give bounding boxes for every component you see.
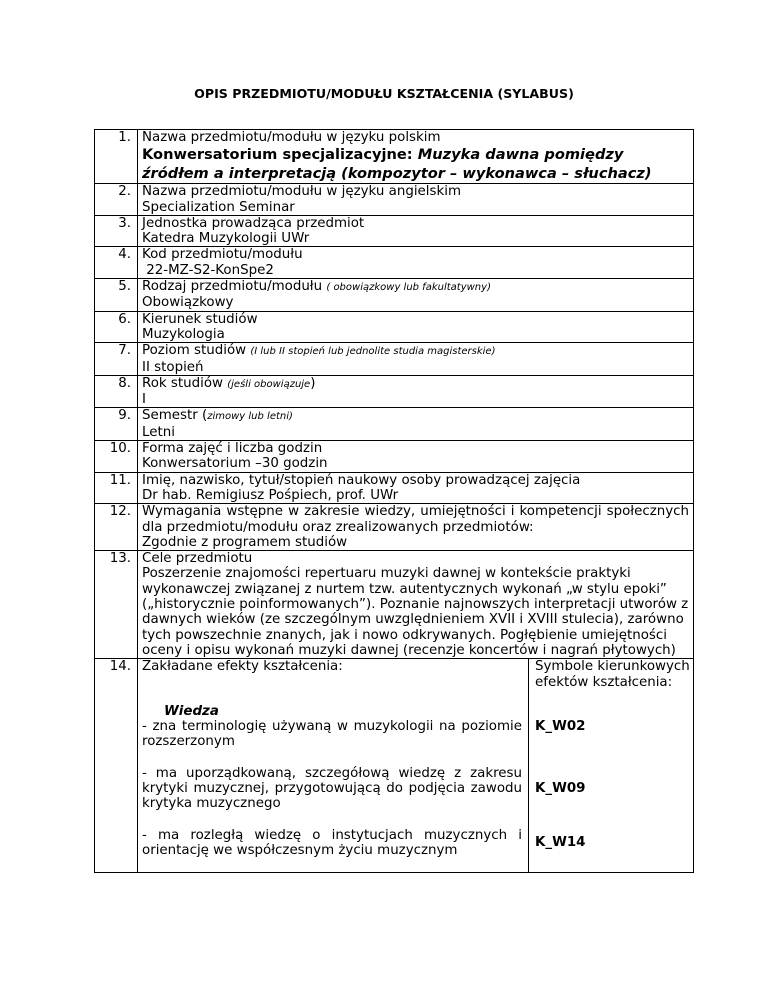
section-row — [138, 704, 693, 719]
row-label-line — [142, 343, 689, 359]
effect-code: K_W14 — [528, 828, 693, 873]
row-content — [138, 504, 694, 551]
section-spacer — [528, 704, 693, 719]
table-row — [95, 343, 694, 376]
row-label: Imię, nazwisko, tytuł/stopień naukowy osoby prowadzącej zajęcia — [142, 472, 581, 488]
row-label: Poziom studiów — [142, 343, 251, 359]
row-label: Cele przedmiotu — [142, 551, 253, 567]
row-value: Muzykologia — [142, 326, 225, 342]
row-label: Wymagania wstępne w zakresie wiedzy, umiejętności i kompetencji społecznych dla przedmiotu/modułu oraz zrealizowanych przedmiotów: — [142, 504, 689, 535]
row-note: zimowy lub letni) — [207, 411, 293, 423]
table-row — [95, 375, 694, 408]
row-number: 8. — [95, 375, 138, 408]
row-note: ( obowiązkowy lub fakultatywny) — [326, 282, 491, 294]
effect-code: K_W09 — [528, 766, 693, 828]
course-name-italic: Muzyka dawna pomiędzy źródłem a interpretacją (kompozytor – wykonawca – słuchacz) — [142, 146, 652, 183]
row-value: Obowiązkowy — [142, 295, 234, 311]
table-row — [95, 551, 694, 659]
row-number: 9. — [95, 408, 138, 441]
row-number: 1. — [95, 130, 138, 184]
table-row — [95, 504, 694, 551]
row-note: (I lub II stopień lub jednolite studia magisterskie) — [250, 346, 496, 358]
effect-code: K_W02 — [528, 719, 693, 766]
course-name-pl — [142, 145, 689, 183]
effects-cell — [138, 659, 694, 873]
row-value: Specialization Seminar — [142, 199, 295, 215]
row-note: (jeśli obowiązuje — [227, 378, 311, 390]
row-label-line — [142, 376, 689, 392]
row-value: II stopień — [142, 359, 204, 375]
row-value: Konwersatorium –30 godzin — [142, 456, 328, 472]
row-label: Forma zajęć i liczba godzin — [142, 441, 323, 457]
row-number: 14. — [95, 659, 138, 873]
row-number: 7. — [95, 343, 138, 376]
course-name-plain: Konwersatorium specjalizacyjne: — [142, 146, 418, 164]
effect-row — [138, 719, 693, 766]
effect-text: - ma rozległą wiedzę o instytucjach muzycznych i orientację we współczesnym życiu muzycznym — [142, 827, 522, 858]
row-content — [138, 215, 694, 247]
row-label: Semestr ( — [142, 408, 208, 424]
row-number: 4. — [95, 247, 138, 279]
row-content — [138, 441, 694, 473]
row-label: Nazwa przedmiotu/modułu w języku polskim — [142, 130, 441, 145]
table-row — [95, 247, 694, 279]
row-content — [138, 375, 694, 408]
row-label: Nazwa przedmiotu/modułu w języku angielskim — [142, 184, 461, 200]
row-content — [138, 408, 694, 441]
row-value: Letni — [142, 424, 175, 440]
row-label: Kierunek studiów — [142, 311, 258, 327]
row-number: 12. — [95, 504, 138, 551]
row-number: 13. — [95, 551, 138, 659]
effect-row — [138, 828, 693, 873]
row-content — [138, 551, 694, 659]
row-label: Rok studiów — [142, 375, 228, 391]
row-value: Dr hab. Remigiusz Pośpiech, prof. UWr — [142, 487, 399, 503]
section-heading: Wiedza — [164, 703, 219, 719]
row-content — [138, 472, 694, 504]
symbols-header: Symbole kierunkowych efektów kształcenia: — [528, 659, 693, 704]
table-row — [95, 215, 694, 247]
row-content — [138, 247, 694, 279]
row-label: Kod przedmiotu/modułu — [142, 247, 303, 263]
row-content — [138, 311, 694, 343]
syllabus-table — [94, 129, 694, 873]
table-row — [95, 441, 694, 473]
row-label: Rodzaj przedmiotu/modułu — [142, 279, 327, 295]
row-number: 2. — [95, 184, 138, 216]
page-title: OPIS PRZEDMIOTU/MODUŁU KSZTAŁCENIA (SYLABUS) — [194, 86, 574, 101]
row-number: 11. — [95, 472, 138, 504]
table-row — [95, 130, 694, 184]
row-content — [138, 130, 694, 184]
row-value: Poszerzenie znajomości repertuaru muzyki dawnej w kontekście praktyki wykonawczej związanej z nurtem tzw. autentycznych wykonań „w stylu epoki” („historycznie poinformowanych”). Poznanie najnowszych interpretacji utworów z dawnych wieków (ze szczególnym uwzględnieniem XVII i XVIII stulecia), zarówno tych powszechnie znanych, jak i nowo odkrywanych. Pogłębienie umiejętności oceny i opisu wykonań muzyki dawnej (recenzje koncertów i nagrań płytowych) — [142, 566, 689, 658]
row-number: 5. — [95, 279, 138, 312]
row-number: 6. — [95, 311, 138, 343]
effect-text: - zna terminologię używaną w muzykologii na poziomie rozszerzonym — [142, 719, 522, 750]
row-content — [138, 184, 694, 216]
table-row — [95, 472, 694, 504]
row-label-line — [142, 408, 689, 424]
effects-label: Zakładane efekty kształcenia: — [142, 659, 343, 675]
row-value: 22-MZ-S2-KonSpe2 — [142, 262, 274, 278]
row-number: 3. — [95, 215, 138, 247]
effect-row — [138, 766, 693, 828]
row-value: Katedra Muzykologii UWr — [142, 231, 310, 247]
row-content — [138, 343, 694, 376]
row-label: Jednostka prowadząca przedmiot — [142, 215, 365, 231]
effect-text: - ma uporządkowaną, szczegółową wiedzę z zakresu krytyki muzycznej, przygotowującą do podjęcia zawodu krytyka muzycznego — [142, 765, 522, 812]
effects-header — [138, 659, 693, 704]
row-value: I — [142, 392, 146, 408]
table-row — [95, 184, 694, 216]
table-row — [95, 408, 694, 441]
row-content — [138, 279, 694, 312]
table-row — [95, 279, 694, 312]
row-value: Zgodnie z programem studiów — [142, 534, 348, 550]
table-row — [95, 659, 694, 873]
row-number: 10. — [95, 441, 138, 473]
table-row — [95, 311, 694, 343]
row-label-line — [142, 279, 689, 295]
row-label-end: ) — [310, 375, 316, 391]
